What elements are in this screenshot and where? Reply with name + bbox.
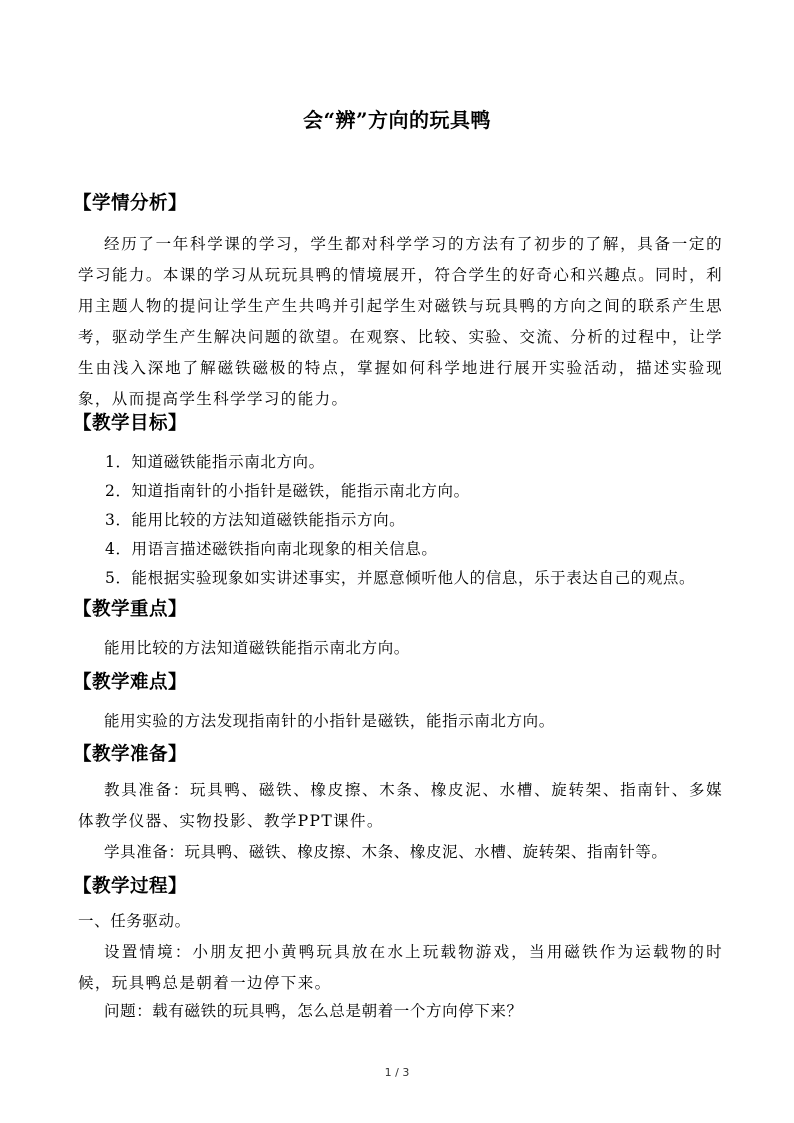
objective-item-2: 2．知道指南针的小指针是磁铁，能指示南北方向。 (105, 482, 470, 500)
objective-item-1: 1．知道磁铁能指示南北方向。 (105, 453, 325, 471)
document-title: 会“辨”方向的玩具鸭 (302, 108, 491, 132)
difficulties-text: 能用实验的方法发现指南针的小指针是磁铁，能指示南北方向。 (104, 712, 555, 730)
heading-analysis: 【学情分析】 (73, 193, 188, 214)
key-points-text: 能用比较的方法知道磁铁能指示南北方向。 (104, 639, 410, 657)
process-step-1: 一、任务驱动。 (78, 912, 191, 930)
page-indicator: 1 / 3 (384, 1066, 410, 1079)
student-preparation: 学具准备：玩具鸭、磁铁、橡皮擦、木条、橡皮泥、水槽、旋转架、指南针等。 (104, 843, 668, 861)
heading-difficulties: 【教学难点】 (73, 672, 188, 693)
objective-item-4: 4．用语言描述磁铁指向南北现象的相关信息。 (105, 540, 438, 558)
teacher-preparation: 教具准备：玩具鸭、磁铁、橡皮擦、木条、橡皮泥、水槽、旋转架、指南针、多媒体教学仪器、实物投影、教学PPT课件。 (78, 781, 723, 830)
analysis-paragraph: 经历了一年科学课的学习，学生都对科学学习的方法有了初步的了解，具备一定的学习能力。本课的学习从玩玩具鸭的情境展开，符合学生的好奇心和兴趣点。同时，利用主题人物的提问让学生产生共鸣并引起学生对磁铁与玩具鸭的方向之间的联系产生思考，驱动学生产生解决问题的欲望。在观察、比较、实验、交流、分析的过程中，让学生由浅入深地了解磁铁磁极的特点，掌握如何科学地进行展开实验活动，描述实验现象，从而提高学生科学学习的能力。 (78, 235, 723, 408)
process-question: 问题：载有磁铁的玩具鸭，怎么总是朝着一个方向停下来？ (104, 1002, 523, 1020)
objective-item-5: 5．能根据实验现象如实讲述事实，并愿意倾听他人的信息，乐于表达自己的观点。 (105, 569, 696, 587)
heading-process: 【教学过程】 (73, 876, 188, 897)
heading-key-points: 【教学重点】 (73, 599, 188, 620)
heading-objectives: 【教学目标】 (73, 413, 188, 434)
process-scenario: 设置情境：小朋友把小黄鸭玩具放在水上玩载物游戏，当用磁铁作为运载物的时候，玩具鸭总是朝着一边停下来。 (78, 943, 723, 992)
heading-preparation: 【教学准备】 (73, 744, 188, 765)
objective-item-3: 3．能用比较的方法知道磁铁能指示方向。 (105, 511, 406, 529)
